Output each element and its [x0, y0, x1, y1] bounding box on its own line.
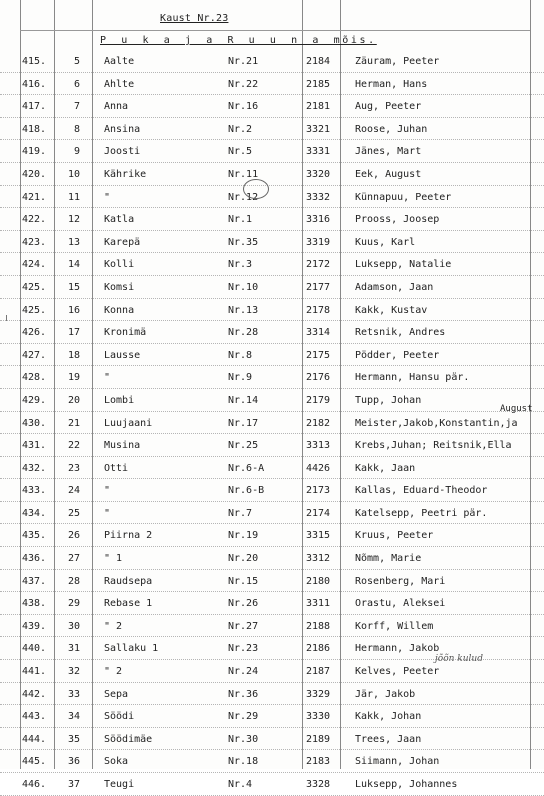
- farm-name: Raudsepa: [104, 575, 153, 587]
- table-row: [0, 73, 544, 96]
- owner-name: Jär, Jakob: [355, 688, 416, 700]
- entry-number: 415.: [22, 56, 47, 67]
- row-index: 32: [67, 666, 80, 678]
- farm-number: Nr.29: [228, 711, 259, 723]
- table-row: [0, 186, 544, 209]
- owner-name: Künnapuu, Peeter: [355, 191, 452, 203]
- farm-name: Musina: [104, 440, 141, 452]
- register-table: [0, 50, 544, 796]
- owner-name: Tupp, Johan: [355, 394, 422, 406]
- record-code: 3332: [306, 191, 331, 203]
- entry-number: 423.: [22, 236, 47, 248]
- table-row: [0, 750, 544, 773]
- row-index: 7: [73, 101, 80, 113]
- row-index: 31: [67, 643, 80, 655]
- row-index: 28: [67, 575, 80, 587]
- entry-number: 437.: [22, 575, 47, 587]
- entry-number: 446.: [22, 779, 47, 790]
- record-code: 2177: [306, 281, 331, 293]
- circled-mark: [243, 179, 269, 199]
- record-code: 2184: [306, 56, 331, 67]
- farm-number: Nr.8: [228, 349, 253, 361]
- farm-name: Karepä: [104, 236, 141, 248]
- farm-number: Nr.10: [228, 281, 259, 293]
- margin-mark: [6, 315, 7, 321]
- owner-name: Luksepp, Johannes: [355, 779, 458, 790]
- farm-name: Teugi: [104, 779, 135, 790]
- farm-name: ": [104, 191, 111, 203]
- owner-name: Adamson, Jaan: [355, 281, 434, 293]
- record-code: 2175: [306, 349, 331, 361]
- owner-name: Kakk, Johan: [355, 711, 422, 723]
- farm-number: Nr.19: [228, 530, 259, 542]
- farm-name: Luujaani: [104, 417, 153, 429]
- record-code: 2174: [306, 507, 331, 519]
- row-index: 20: [67, 394, 80, 406]
- row-index: 23: [67, 462, 80, 474]
- farm-number: Nr.5: [228, 146, 253, 158]
- table-row: [0, 163, 544, 186]
- owner-name: Kakk, Jaan: [355, 462, 416, 474]
- farm-number: Nr.1: [228, 214, 253, 226]
- table-row: [0, 344, 544, 367]
- farm-name: Konna: [104, 304, 135, 316]
- table-row: [0, 502, 544, 525]
- farm-name: Otti: [104, 462, 129, 474]
- entry-number: 436.: [22, 553, 47, 565]
- farm-name: ": [104, 372, 111, 384]
- table-row: [0, 705, 544, 728]
- record-code: 3311: [306, 598, 331, 610]
- table-row: [0, 457, 544, 480]
- record-code: 2182: [306, 417, 331, 429]
- row-index: 25: [67, 507, 80, 519]
- table-row: [0, 253, 544, 276]
- farm-number: Nr.17: [228, 417, 259, 429]
- record-code: 3321: [306, 123, 331, 135]
- owner-name: Roose, Juhan: [355, 123, 428, 135]
- record-code: 2188: [306, 620, 331, 632]
- record-code: 2185: [306, 78, 331, 90]
- record-code: 4426: [306, 462, 331, 474]
- table-row: [0, 524, 544, 547]
- farm-number: Nr.15: [228, 575, 259, 587]
- farm-name: Katla: [104, 214, 135, 226]
- farm-number: Nr.22: [228, 78, 259, 90]
- farm-number: Nr.25: [228, 440, 259, 452]
- farm-number: Nr.26: [228, 598, 259, 610]
- entry-number: 434.: [22, 507, 47, 519]
- row-index: 24: [67, 485, 80, 497]
- entry-number: 445.: [22, 756, 47, 768]
- farm-number: Nr.6-A: [228, 462, 265, 474]
- record-code: 3331: [306, 146, 331, 158]
- entry-number: 435.: [22, 530, 47, 542]
- farm-number: Nr.24: [228, 666, 259, 678]
- record-code: 2178: [306, 304, 331, 316]
- record-code: 3328: [306, 779, 331, 790]
- entry-number: 429.: [22, 394, 47, 406]
- entry-number: 425.: [22, 304, 47, 316]
- owner-name: Luksepp, Natalie: [355, 259, 452, 271]
- row-index: 17: [67, 327, 80, 339]
- farm-name: Aalte: [104, 56, 135, 67]
- row-index: 33: [67, 688, 80, 700]
- farm-number: Nr.20: [228, 553, 259, 565]
- header-rule: [20, 30, 530, 31]
- table-row: [0, 389, 544, 412]
- record-code: 2187: [306, 666, 331, 678]
- record-code: 3315: [306, 530, 331, 542]
- owner-name: Trees, Jaan: [355, 733, 422, 745]
- farm-name: Söödimäe: [104, 733, 153, 745]
- entry-number: 433.: [22, 485, 47, 497]
- entry-number: 424.: [22, 259, 47, 271]
- owner-name: Pödder, Peeter: [355, 349, 440, 361]
- farm-number: Nr.18: [228, 756, 259, 768]
- farm-name: Kolli: [104, 259, 135, 271]
- table-row: [0, 412, 544, 435]
- record-code: 2179: [306, 394, 331, 406]
- entry-number: 419.: [22, 146, 47, 158]
- entry-number: 417.: [22, 101, 47, 113]
- farm-name: Söödi: [104, 711, 135, 723]
- farm-number: Nr.11: [228, 168, 259, 180]
- owner-name: Kakk, Kustav: [355, 304, 428, 316]
- owner-name: Katelsepp, Peetri pär.: [355, 507, 488, 519]
- record-code: 2183: [306, 756, 331, 768]
- entry-number: 416.: [22, 78, 47, 90]
- table-row: [0, 434, 544, 457]
- table-row: [0, 208, 544, 231]
- row-index: 29: [67, 598, 80, 610]
- row-index: 27: [67, 553, 80, 565]
- row-index: 8: [73, 123, 80, 135]
- owner-name: Kruus, Peeter: [355, 530, 434, 542]
- farm-name: Anna: [104, 101, 129, 113]
- farm-number: Nr.7: [228, 507, 253, 519]
- owner-name: Siimann, Johan: [355, 756, 440, 768]
- farm-name: Komsi: [104, 281, 135, 293]
- owner-name: Prooss, Joosep: [355, 214, 440, 226]
- table-row: [0, 592, 544, 615]
- entry-number: 432.: [22, 462, 47, 474]
- owner-name: Nõmm, Marie: [355, 553, 422, 565]
- farm-name: Rebase 1: [104, 598, 153, 610]
- table-row: [0, 479, 544, 502]
- table-row: [0, 50, 544, 73]
- row-index: 21: [67, 417, 80, 429]
- row-index: 13: [67, 236, 80, 248]
- entry-number: 441.: [22, 666, 47, 678]
- table-row: [0, 299, 544, 322]
- row-index: 34: [67, 711, 80, 723]
- farm-name: " 1: [104, 553, 123, 565]
- owner-continuation: August: [500, 404, 533, 414]
- table-row: [0, 773, 544, 796]
- entry-number: 420.: [22, 168, 47, 180]
- farm-name: Soka: [104, 756, 129, 768]
- document-title: Kaust Nr.23: [160, 13, 229, 24]
- entry-number: 422.: [22, 214, 47, 226]
- farm-name: Kährike: [104, 168, 147, 180]
- row-index: 9: [73, 146, 80, 158]
- record-code: 2186: [306, 643, 331, 655]
- entry-number: 426.: [22, 327, 47, 339]
- record-code: 3320: [306, 168, 331, 180]
- farm-name: Sallaku 1: [104, 643, 159, 655]
- entry-number: 443.: [22, 711, 47, 723]
- row-index: 10: [67, 168, 80, 180]
- row-index: 19: [67, 372, 80, 384]
- table-row: [0, 570, 544, 593]
- record-code: 2181: [306, 101, 331, 113]
- record-code: 3314: [306, 327, 331, 339]
- farm-name: Kronimä: [104, 327, 147, 339]
- entry-number: 421.: [22, 191, 47, 203]
- farm-name: ": [104, 485, 111, 497]
- row-index: 6: [73, 78, 80, 90]
- farm-name: Lombi: [104, 394, 135, 406]
- owner-name: Krebs,Juhan; Reitsnik,Ella: [355, 440, 512, 452]
- record-code: 2176: [306, 372, 331, 384]
- table-row: [0, 321, 544, 344]
- row-index: 26: [67, 530, 80, 542]
- farm-name: Ansina: [104, 123, 141, 135]
- owner-name: Korff, Willem: [355, 620, 434, 632]
- table-row: [0, 547, 544, 570]
- owner-name: Eek, August: [355, 168, 422, 180]
- farm-name: Joosti: [104, 146, 141, 158]
- owner-name: Herman, Hans: [355, 78, 428, 90]
- table-row: [0, 683, 544, 706]
- farm-name: " 2: [104, 620, 123, 632]
- estate-heading: P u k a j a R u u n a mõis.: [100, 35, 377, 46]
- owner-name: Meister,Jakob,Konstantin,ja: [355, 417, 518, 429]
- record-code: 2189: [306, 733, 331, 745]
- record-code: 3313: [306, 440, 331, 452]
- table-row: [0, 615, 544, 638]
- record-code: 3319: [306, 236, 331, 248]
- farm-number: Nr.4: [228, 779, 253, 790]
- farm-number: Nr.3: [228, 259, 253, 271]
- entry-number: 439.: [22, 620, 47, 632]
- entry-number: 431.: [22, 440, 47, 452]
- record-code: 3316: [306, 214, 331, 226]
- farm-number: Nr.2: [228, 123, 253, 135]
- farm-number: Nr.6-B: [228, 485, 265, 497]
- row-index: 12: [67, 214, 80, 226]
- farm-number: Nr.16: [228, 101, 259, 113]
- owner-name: Zäuram, Peeter: [355, 56, 440, 67]
- farm-number: Nr.14: [228, 394, 259, 406]
- owner-name: Kelves, Peeter: [355, 666, 440, 678]
- table-row: [0, 118, 544, 141]
- farm-number: Nr.9: [228, 372, 253, 384]
- row-index: 30: [67, 620, 80, 632]
- farm-name: Lausse: [104, 349, 141, 361]
- farm-name: Sepa: [104, 688, 129, 700]
- record-code: 3330: [306, 711, 331, 723]
- row-index: 5: [73, 56, 80, 67]
- farm-number: Nr.13: [228, 304, 259, 316]
- entry-number: 430.: [22, 417, 47, 429]
- row-index: 11: [67, 191, 80, 203]
- record-code: 2172: [306, 259, 331, 271]
- farm-name: " 2: [104, 666, 123, 678]
- farm-number: Nr.28: [228, 327, 259, 339]
- owner-name: Kallas, Eduard-Theodor: [355, 485, 488, 497]
- farm-name: Piirna 2: [104, 530, 153, 542]
- owner-name: Hermann, Hansu pär.: [355, 372, 470, 384]
- owner-name: Rosenberg, Mari: [355, 575, 446, 587]
- row-index: 37: [67, 779, 80, 790]
- record-code: 3312: [306, 553, 331, 565]
- entry-number: 440.: [22, 643, 47, 655]
- owner-name: Jänes, Mart: [355, 146, 422, 158]
- row-index: 36: [67, 756, 80, 768]
- entry-number: 444.: [22, 733, 47, 745]
- entry-number: 427.: [22, 349, 47, 361]
- owner-name: Retsnik, Andres: [355, 327, 446, 339]
- farm-number: Nr.27: [228, 620, 259, 632]
- record-code: 2173: [306, 485, 331, 497]
- owner-name: Orastu, Aleksei: [355, 598, 446, 610]
- row-index: 16: [67, 304, 80, 316]
- entry-number: 442.: [22, 688, 47, 700]
- row-index: 15: [67, 281, 80, 293]
- record-code: 3329: [306, 688, 331, 700]
- owner-name: Aug, Peeter: [355, 101, 422, 113]
- table-row: [0, 366, 544, 389]
- table-row: [0, 276, 544, 299]
- table-row: [0, 95, 544, 118]
- farm-name: Ahlte: [104, 78, 135, 90]
- owner-name: Hermann, Jakob: [355, 643, 440, 655]
- row-index: 35: [67, 733, 80, 745]
- table-row: [0, 231, 544, 254]
- row-index: 18: [67, 349, 80, 361]
- entry-number: 438.: [22, 598, 47, 610]
- farm-name: ": [104, 507, 111, 519]
- table-row: [0, 728, 544, 751]
- entry-number: 425.: [22, 281, 47, 293]
- entry-number: 418.: [22, 123, 47, 135]
- handwritten-note: jõõn kulud: [435, 654, 483, 664]
- farm-number: Nr.23: [228, 643, 259, 655]
- owner-name: Kuus, Karl: [355, 236, 416, 248]
- row-index: 14: [67, 259, 80, 271]
- farm-number: Nr.36: [228, 688, 259, 700]
- table-row: [0, 140, 544, 163]
- entry-number: 428.: [22, 372, 47, 384]
- farm-number: Nr.30: [228, 733, 259, 745]
- record-code: 2180: [306, 575, 331, 587]
- farm-number: Nr.12: [228, 191, 259, 203]
- farm-number: Nr.35: [228, 236, 259, 248]
- row-index: 22: [67, 440, 80, 452]
- farm-number: Nr.21: [228, 56, 259, 67]
